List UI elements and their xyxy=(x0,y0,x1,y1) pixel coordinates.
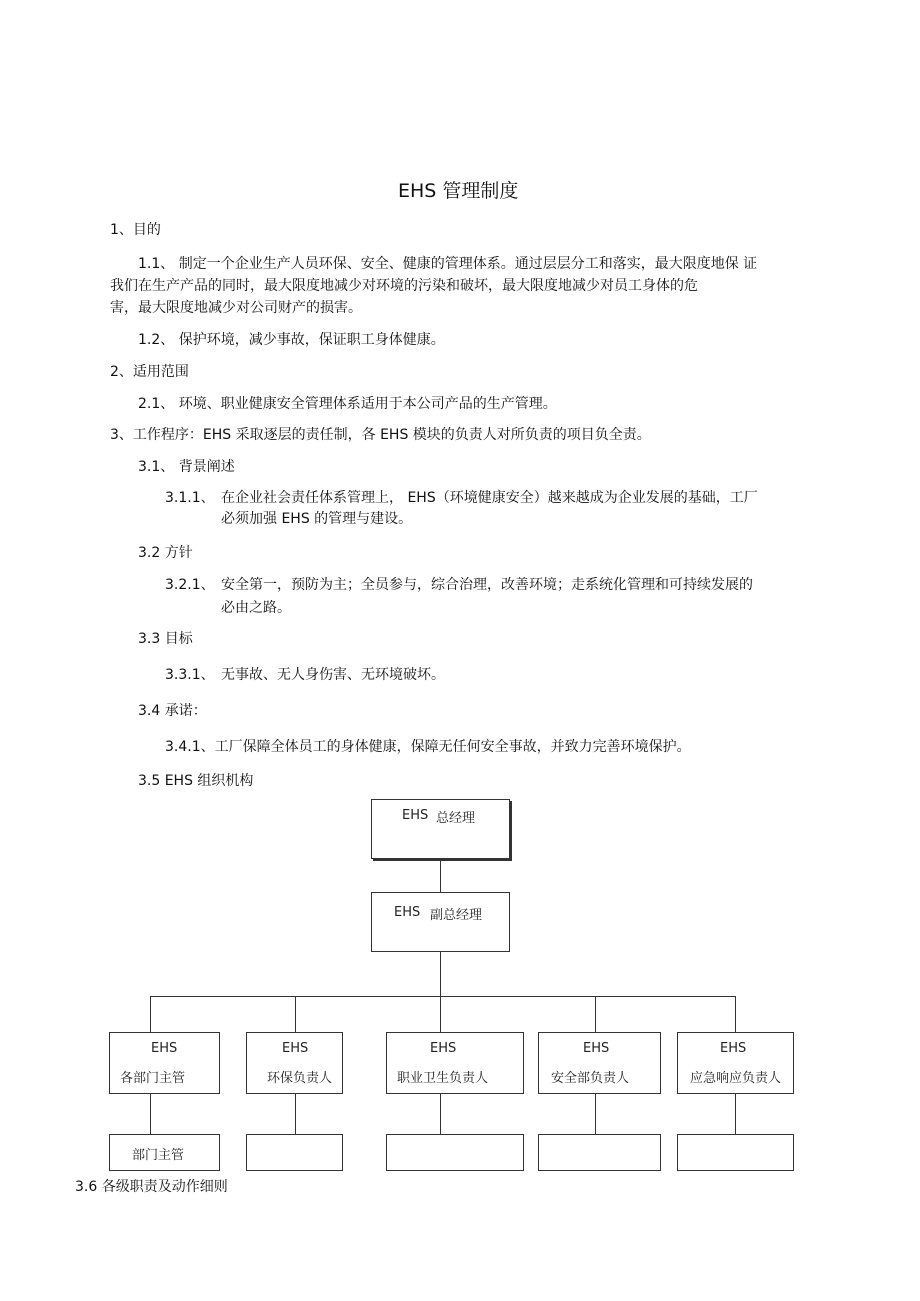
section-3-1-1-line-1: 在企业社会责任体系管理上， EHS（环境健康安全）越来越成为企业发展的基础，工厂 xyxy=(221,490,758,506)
org-box-sub-3 xyxy=(386,1134,524,1171)
section-2-1: 2.1、 环境、职业健康安全管理体系适用于本公司产品的生产管理。 xyxy=(138,396,557,412)
org-role-4-label: 安全部负责人 xyxy=(551,1071,630,1086)
org-vgm-label: 副总经理 xyxy=(430,908,483,923)
org-box-environmental-lead xyxy=(246,1032,343,1094)
org-box-dept-supervisor-sub xyxy=(109,1134,220,1171)
section-3-2-1-line-1: 安全第一，预防为主；全员参与，综合治理，改善环境；走系统化管理和可持续发展的 xyxy=(221,577,753,593)
org-subdrop-1 xyxy=(150,1094,151,1134)
org-horizontal-bus xyxy=(150,996,736,997)
org-role-2-label: 环保负责人 xyxy=(267,1071,333,1086)
section-1-2: 1.2、 保护环境，减少事故，保证职工身体健康。 xyxy=(138,332,445,348)
org-box-general-manager xyxy=(371,799,510,859)
org-role-4-prefix: EHS xyxy=(583,1041,610,1056)
section-3-5-heading: 3.5 EHS 组织机构 xyxy=(138,773,254,789)
section-3-2-1-number: 3.2.1、 xyxy=(165,577,215,593)
org-drop-2 xyxy=(295,996,296,1032)
org-subdrop-2 xyxy=(295,1094,296,1134)
org-role-5-prefix: EHS xyxy=(720,1041,747,1056)
org-subdrop-5 xyxy=(735,1094,736,1134)
org-role-1-label: 各部门主管 xyxy=(120,1071,186,1086)
org-drop-3 xyxy=(440,996,441,1032)
section-3-2-heading: 3.2 方针 xyxy=(138,545,193,561)
org-box-safety-dept-lead xyxy=(538,1032,661,1094)
org-box-sub-2 xyxy=(246,1134,343,1171)
section-3-4-heading: 3.4 承诺： xyxy=(138,703,207,719)
section-3-heading: 3、工作程序：EHS 采取逐层的责任制，各 EHS 模块的负责人对所负责的项目负全责。 xyxy=(110,427,651,443)
page-title: EHS 管理制度 xyxy=(398,180,519,202)
org-connector-gm-vgm xyxy=(440,861,441,892)
org-subdrop-3 xyxy=(440,1094,441,1134)
section-1-1-line-1: 1.1、 制定一个企业生产人员环保、安全、健康的管理体系。通过层层分工和落实，最大限度地保 证 xyxy=(138,256,758,272)
org-box-occupational-health-lead xyxy=(386,1032,524,1094)
org-box-deputy-general-manager xyxy=(371,892,510,952)
org-box-dept-supervisors xyxy=(109,1032,220,1094)
section-3-1-1-line-2: 必须加强 EHS 的管理与建设。 xyxy=(221,511,413,527)
org-drop-4 xyxy=(595,996,596,1032)
section-1-1-line-2: 我们在生产产品的同时，最大限度地减少对环境的污染和破坏，最大限度地减少对员工身体的危 xyxy=(110,278,698,294)
section-1-heading: 1、目的 xyxy=(110,222,161,238)
org-role-3-label: 职业卫生负责人 xyxy=(397,1071,489,1086)
org-box-sub-4 xyxy=(538,1134,661,1171)
org-box-sub-5 xyxy=(677,1134,794,1171)
org-box-emergency-response-lead xyxy=(677,1032,794,1094)
org-gm-prefix: EHS xyxy=(402,808,429,823)
org-drop-5 xyxy=(735,996,736,1032)
org-role-5-label: 应急响应负责人 xyxy=(690,1071,782,1086)
section-3-1-1-number: 3.1.1、 xyxy=(165,490,215,506)
org-sub-1-label: 部门主管 xyxy=(132,1148,185,1163)
org-drop-1 xyxy=(150,996,151,1032)
org-gm-label: 总经理 xyxy=(436,811,476,826)
org-connector-vgm-bus xyxy=(440,952,441,997)
section-3-3-heading: 3.3 目标 xyxy=(138,631,193,647)
section-3-3-1-number: 3.3.1、 xyxy=(165,667,215,683)
org-role-2-prefix: EHS xyxy=(282,1041,309,1056)
section-3-2-1-line-2: 必由之路。 xyxy=(221,600,291,616)
section-3-3-1: 无事故、无人身伤害、无环境破坏。 xyxy=(221,667,445,683)
section-1-1-line-3: 害，最大限度地减少对公司财产的损害。 xyxy=(110,300,362,316)
org-role-3-prefix: EHS xyxy=(430,1041,457,1056)
org-role-1-prefix: EHS xyxy=(151,1041,178,1056)
section-3-1-heading: 3.1、 背景阐述 xyxy=(138,459,235,475)
section-3-4-1: 3.4.1、工厂保障全体员工的身体健康，保障无任何安全事故，并致力完善环境保护。 xyxy=(165,739,691,755)
section-3-6-heading: 3.6 各级职责及动作细则 xyxy=(75,1179,228,1195)
org-subdrop-4 xyxy=(595,1094,596,1134)
org-vgm-prefix: EHS xyxy=(394,905,421,920)
section-2-heading: 2、适用范围 xyxy=(110,364,189,380)
